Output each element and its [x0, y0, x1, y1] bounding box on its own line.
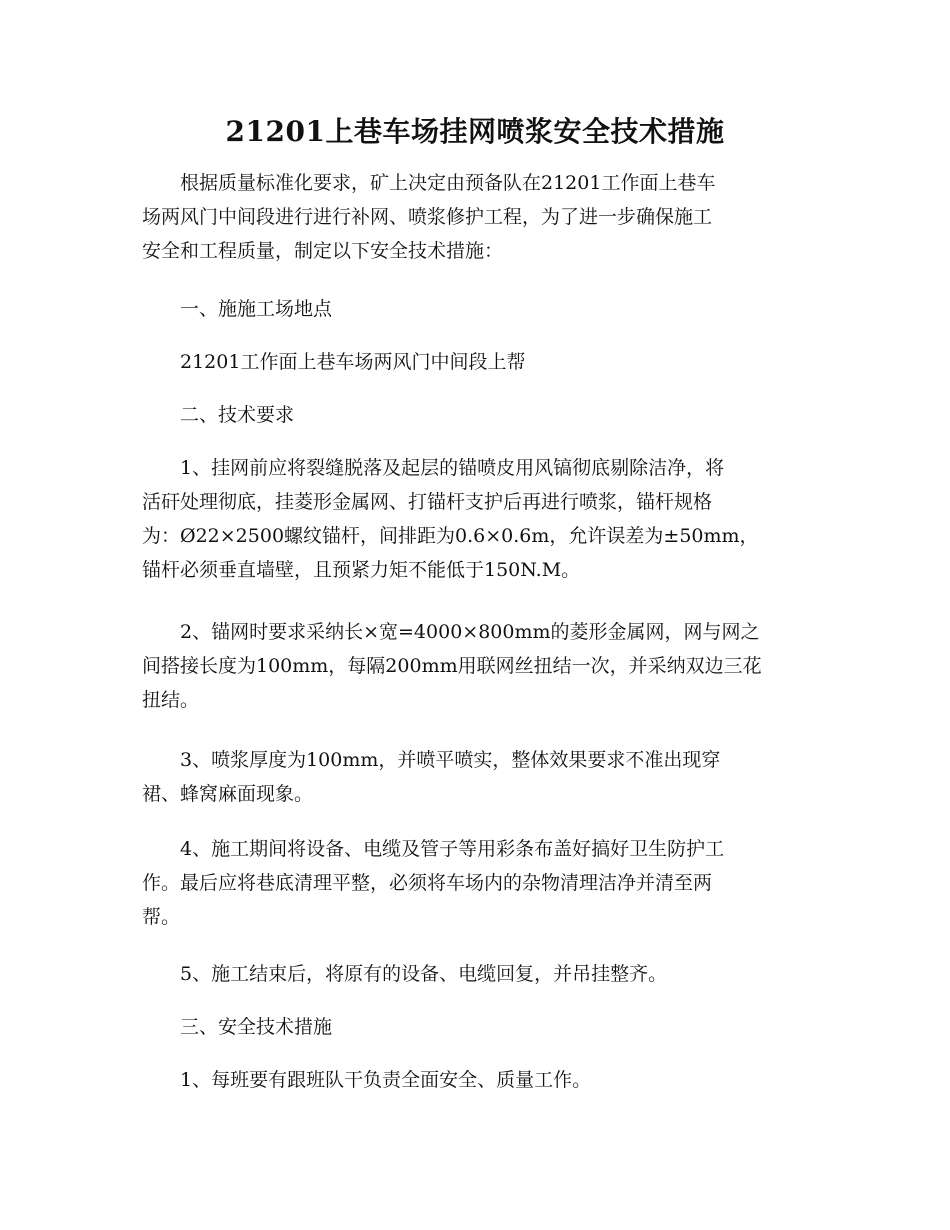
technical-item-1 [142, 451, 810, 587]
text-line: 1、挂网前应将裂缝脱落及起层的锚喷皮用风镐彻底剔除洁净，将 [180, 457, 725, 479]
text-line: 扭结。 [142, 689, 200, 711]
technical-item-4 [142, 832, 810, 934]
text-line: 帮。 [142, 906, 181, 928]
text-line: 锚杆必须垂直墙壁，且预紧力矩不能低于150N.M。 [142, 559, 581, 581]
intro-paragraph [142, 166, 810, 268]
text-line: 安全和工程质量，制定以下安全技术措施： [142, 240, 504, 262]
text-line: 场两风门中间段进行进行补网、喷浆修护工程，为了进一步确保施工 [142, 206, 713, 228]
technical-item-3 [142, 743, 810, 811]
document-title: 21201上巷车场挂网喷浆安全技术措施 [225, 115, 725, 148]
text-line: 根据质量标准化要求，矿上决定由预备队在21201工作面上巷车 [180, 172, 716, 194]
text-line: 3、喷浆厚度为100mm，并喷平喷实，整体效果要求不准出现穿 [180, 749, 721, 771]
text-line: 裙、蜂窝麻面现象。 [142, 783, 314, 805]
technical-item-2 [142, 615, 810, 717]
text-line: 间搭接长度为100mm，每隔200mm用联网丝扭结一次，并采纳双边三花 [142, 655, 762, 677]
section-heading-safety: 三、安全技术措施 [180, 1016, 333, 1038]
site-location-text: 21201工作面上巷车场两风门中间段上帮 [180, 351, 526, 373]
section-heading-technical: 二、技术要求 [180, 404, 295, 426]
section-heading-site: 一、施施工场地点 [180, 298, 333, 320]
text-line: 作。最后应将巷底清理平整，必须将车场内的杂物清理洁净并清至两 [142, 872, 713, 894]
text-line: 为：Ø22×2500螺纹锚杆，间排距为0.6×0.6m，允许误差为±50mm， [142, 525, 759, 547]
text-line: 4、施工期间将设备、电缆及管子等用彩条布盖好搞好卫生防护工 [180, 838, 725, 860]
safety-item-1: 1、每班要有跟班队干负责全面安全、质量工作。 [180, 1069, 592, 1091]
technical-item-5: 5、施工结束后，将原有的设备、电缆回复，并吊挂整齐。 [180, 963, 668, 985]
text-line: 2、锚网时要求采纳长×宽=4000×800mm的菱形金属网，网与网之 [180, 621, 760, 643]
text-line: 活矸处理彻底，挂菱形金属网、打锚杆支护后再进行喷浆，锚杆规格 [142, 491, 713, 513]
